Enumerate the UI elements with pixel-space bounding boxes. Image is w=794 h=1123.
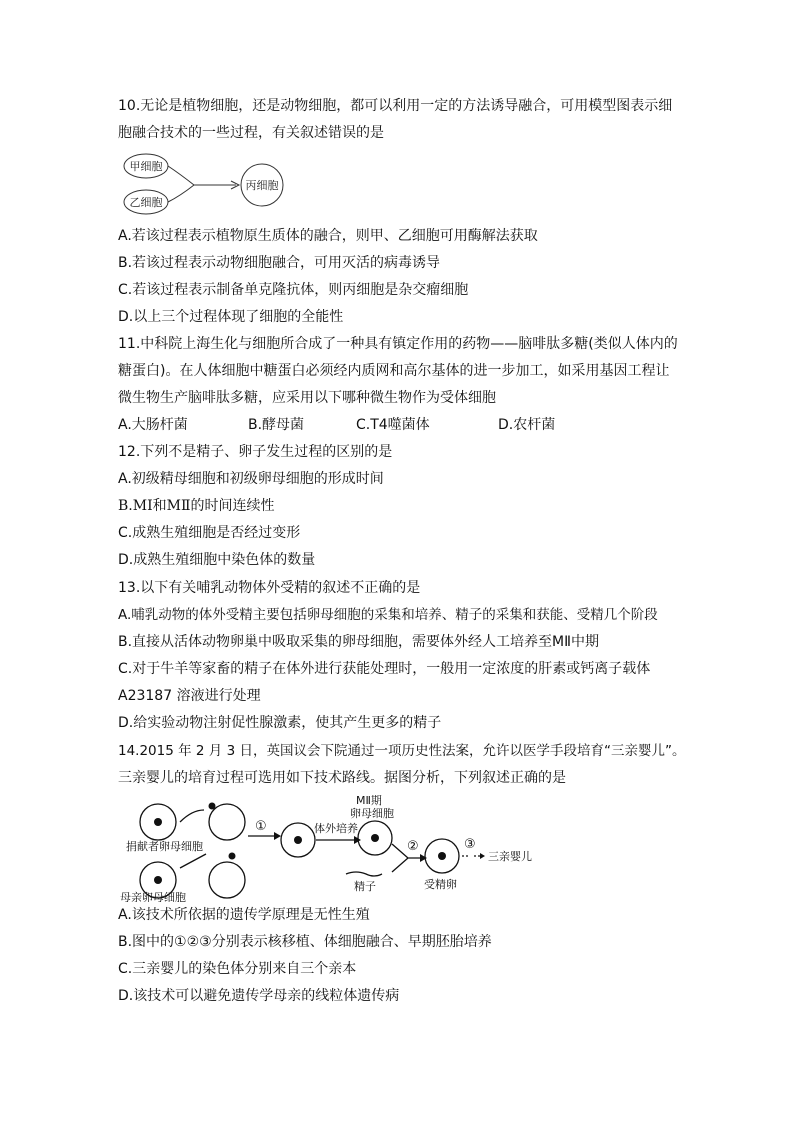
fusion-arrow	[168, 166, 236, 202]
cell-c-label: 丙细胞	[245, 179, 279, 192]
sperm-label: 精子	[354, 880, 376, 893]
three-parent-baby-diagram	[118, 792, 538, 902]
step-3-arrowhead	[480, 853, 485, 859]
removed-donor-nucleus	[209, 803, 216, 810]
three-parent-baby-label: 三亲婴儿	[488, 850, 532, 863]
q14-option-d: D.该技术可以避免遗传学母亲的线粒体遗传病	[118, 988, 400, 1004]
q10-stem-line-1: 10.无论是植物细胞，还是动物细胞，都可以利用一定的方法诱导融合，可用模型图表示细	[118, 98, 673, 114]
q11-stem-line-2: 糖蛋白)。在人体细胞中糖蛋白必须经内质网和高尔基体的进一步加工，如采用基因工程让	[118, 363, 670, 379]
q10-option-a: A.若该过程表示植物原生质体的融合，则甲、乙细胞可用酶解法获取	[118, 228, 538, 244]
sperm-shape	[346, 872, 382, 876]
cell-fusion-diagram	[118, 150, 298, 220]
mii-nucleus	[371, 834, 379, 842]
q12-option-c: C.成熟生殖细胞是否经过变形	[118, 525, 301, 541]
step-2-label: ②	[407, 839, 419, 854]
q14-option-c: C.三亲婴儿的染色体分别来自三个亲本	[118, 961, 357, 977]
q12-option-d: D.成熟生殖细胞中染色体的数量	[118, 552, 316, 568]
q10-option-b: B.若该过程表示动物细胞融合，可用灭活的病毒诱导	[118, 255, 441, 271]
step-3-label: ③	[464, 837, 476, 852]
culture-label: 体外培养	[314, 822, 358, 835]
q14-option-b: B.图中的①②③分别表示核移植、体细胞融合、早期胚胎培养	[118, 934, 492, 950]
q14-stem-line-2: 三亲婴儿的培育过程可选用如下技术路线。据图分析，下列叙述正确的是	[118, 770, 566, 786]
q13-option-c-line-2: A23187 溶液进行处理	[118, 688, 261, 704]
cell-a-label: 甲细胞	[129, 160, 163, 173]
q11-stem-line-1: 11.中科院上海生化与细胞所合成了一种具有镇定作用的药物——脑啡肽多糖(类似人体内的	[118, 336, 678, 352]
q12-stem: 12.下列不是精子、卵子发生过程的区别的是	[118, 444, 393, 460]
q14-option-a: A.该技术所依据的遗传学原理是无性生殖	[118, 907, 370, 923]
q12-option-b: B.MⅠ和MⅡ的时间连续性	[118, 498, 275, 514]
q10-stem-line-2: 胞融合技术的一些过程，有关叙述错误的是	[118, 125, 384, 141]
q11-option-b: B.酵母菌	[248, 417, 305, 433]
mii-label-line-2: 卵母细胞	[350, 807, 394, 820]
step-1-label: ①	[255, 819, 267, 834]
donor-oocyte-label: 捐献者卵母细胞	[126, 840, 203, 853]
q11-option-c: C.T4噬菌体	[356, 417, 430, 433]
step-1-arrowhead	[274, 832, 281, 840]
donor-nucleus	[154, 818, 162, 826]
mii-label-line-1: MⅡ期	[356, 794, 382, 807]
mother-spare-shape	[209, 862, 245, 898]
q13-stem: 13.以下有关哺乳动物体外受精的叙述不正确的是	[118, 580, 421, 596]
nucleus-transfer-arrow	[180, 854, 206, 868]
q13-option-b: B.直接从活体动物卵巢中吸取采集的卵母细胞，需要体外经人工培养至MⅡ中期	[118, 634, 600, 650]
q10-option-c: C.若该过程表示制备单克隆抗体，则丙细胞是杂交瘤细胞	[118, 282, 469, 298]
reconstructed-nucleus	[294, 836, 302, 844]
donor-enucleated-shape	[209, 804, 245, 840]
q11-option-a: A.大肠杆菌	[118, 417, 188, 433]
q12-option-a: A.初级精母细胞和初级卵母细胞的形成时间	[118, 471, 384, 487]
mother-nucleus	[154, 876, 162, 884]
mother-oocyte-label: 母亲卵母细胞	[120, 891, 186, 902]
q13-option-a: A.哺乳动物的体外受精主要包括卵母细胞的采集和培养、精子的采集和获能、受精几个阶段	[118, 607, 658, 623]
q14-stem-line-1: 14.2015 年 2 月 3 日，英国议会下院通过一项历史性法案，允许以医学手段培育“三亲婴儿”。	[118, 743, 686, 759]
q11-option-d: D.农杆菌	[498, 417, 556, 433]
q11-stem-line-3: 微生物生产脑啡肽多糖，应采用以下哪种微生物作为受体细胞	[118, 390, 496, 406]
transferred-nucleus	[229, 853, 236, 860]
q10-option-d: D.以上三个过程体现了细胞的全能性	[118, 309, 344, 325]
cell-b-label: 乙细胞	[129, 196, 163, 209]
zygote-nucleus	[438, 852, 446, 860]
zygote-label: 受精卵	[424, 878, 457, 891]
nucleus-removal-arrow	[180, 810, 204, 822]
q13-option-d: D.给实验动物注射促性腺激素，使其产生更多的精子	[118, 715, 442, 731]
q13-option-c-line-1: C.对于牛羊等家畜的精子在体外进行获能处理时，一般用一定浓度的肝素或钙离子载体	[118, 661, 651, 677]
